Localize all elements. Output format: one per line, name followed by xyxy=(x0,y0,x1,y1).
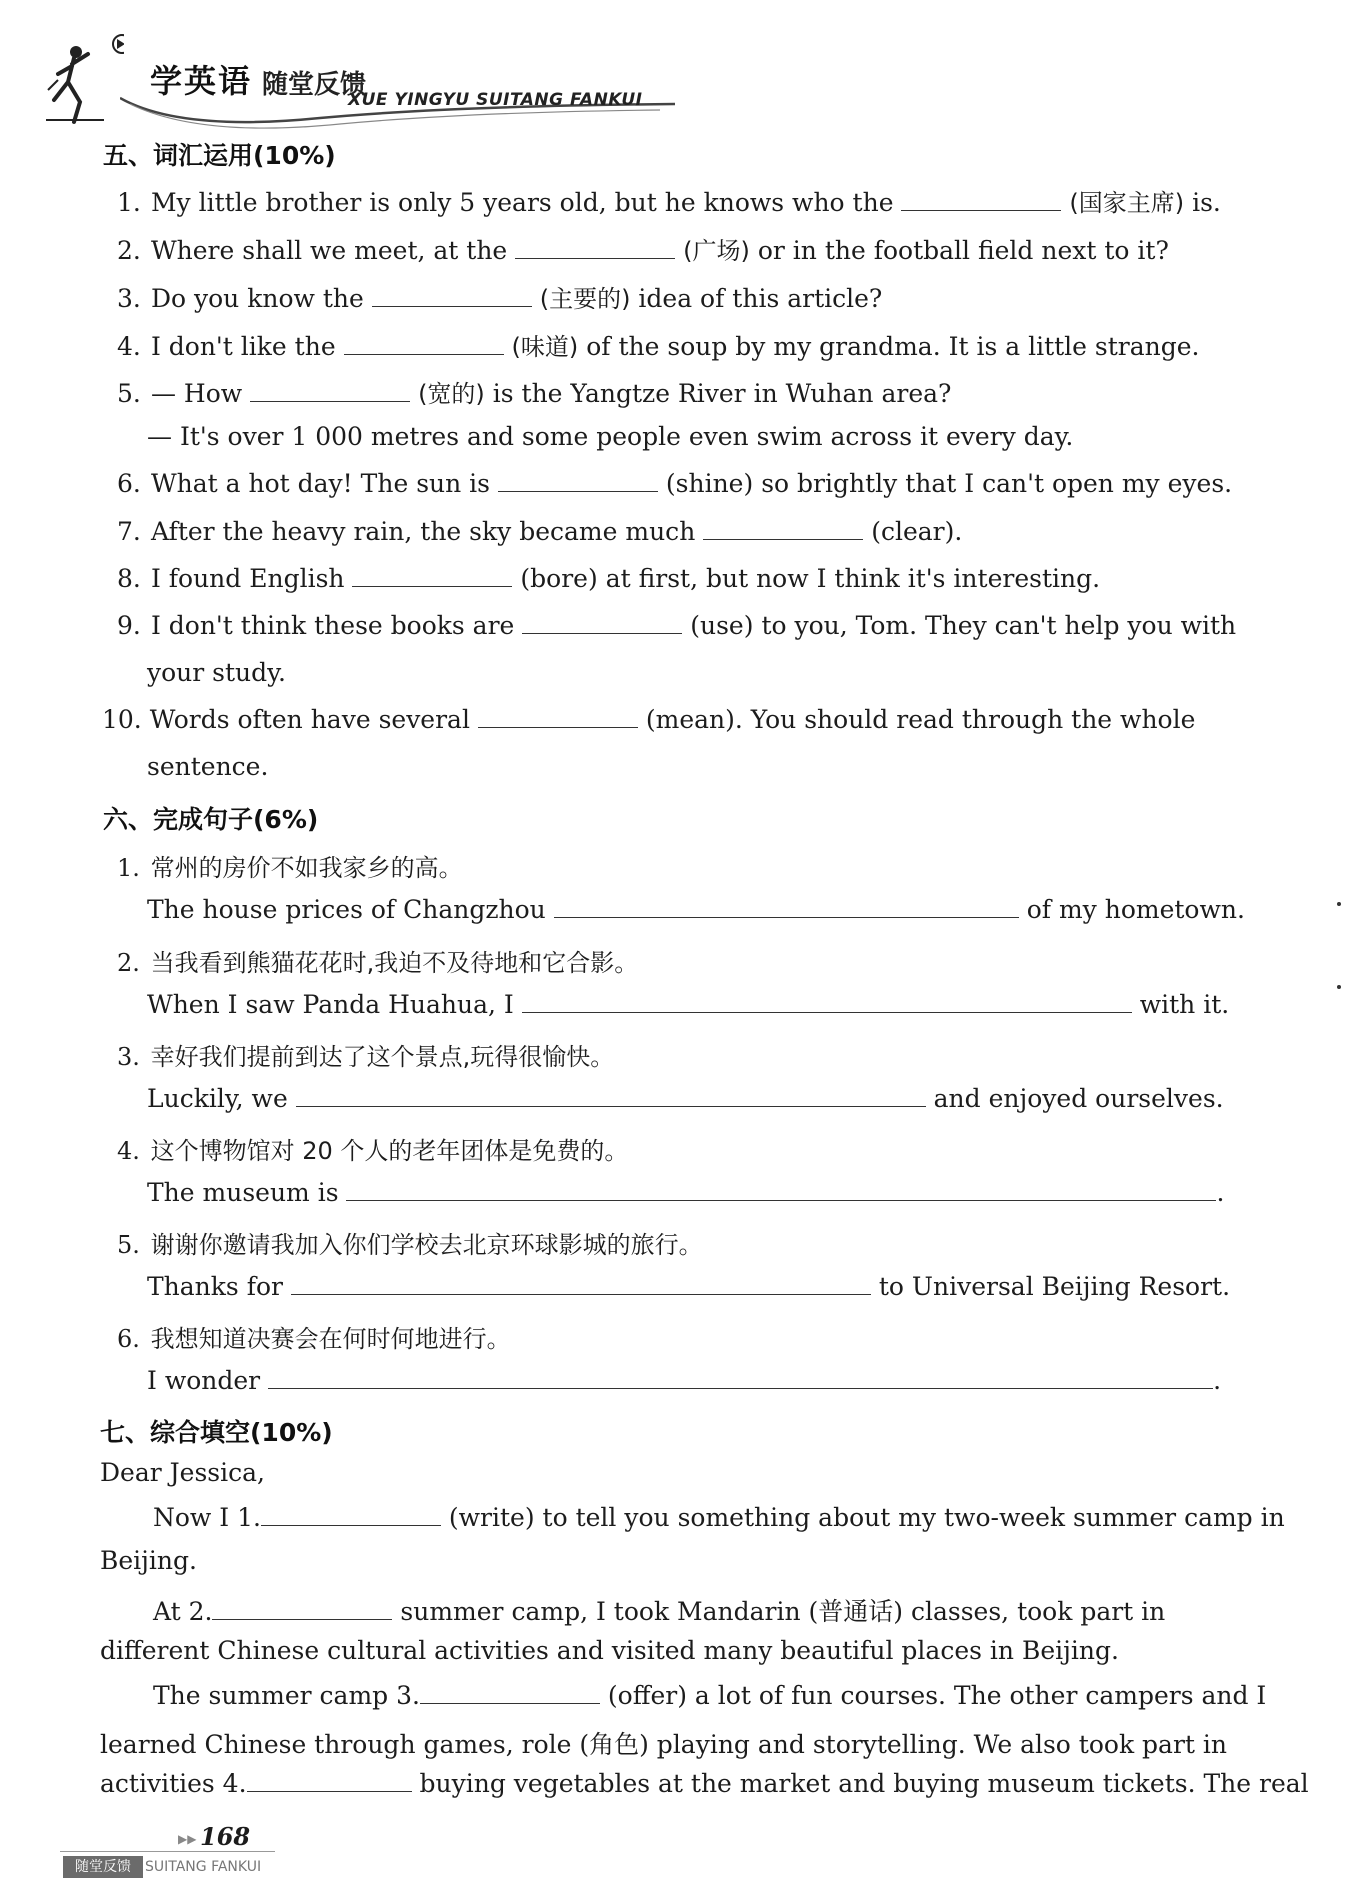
section6-title: 六、完成句子(6%) xyxy=(103,805,319,834)
header-title: 学英语 xyxy=(150,62,253,100)
answer-blank[interactable] xyxy=(478,705,638,728)
header-subtitle: 随堂反馈 xyxy=(262,70,367,100)
answer-blank[interactable] xyxy=(296,1084,926,1107)
s6-item-5-en: Thanks for to Universal Beijing Resort. xyxy=(147,1272,1231,1301)
p2-line1: At 2. summer camp, I took Mandarin (普通话) classes, took part in xyxy=(153,1597,1166,1626)
p2-line2: different Chinese cultural activities and visited many beautiful places in Beijing. xyxy=(100,1636,1119,1665)
answer-blank[interactable] xyxy=(498,469,658,492)
answer-blank[interactable] xyxy=(247,1769,412,1792)
page-number: 168 xyxy=(200,1822,251,1851)
s5-item-6: 6. What a hot day! The sun is (shine) so brightly that I can't open my eyes. xyxy=(117,469,1233,498)
answer-blank[interactable] xyxy=(554,895,1019,918)
s5-item-9: 9. I don't think these books are (use) to you, Tom. They can't help you with xyxy=(117,611,1237,640)
footer-pinyin: SUITANG FANKUI xyxy=(145,1859,262,1875)
answer-blank[interactable] xyxy=(268,1366,1213,1389)
s6-item-1-cn: 1. 常州的房价不如我家乡的高。 xyxy=(117,854,463,882)
s5-item-1: 1. My little brother is only 5 years old, but he knows who the (国家主席) is. xyxy=(117,188,1221,217)
s5-item-2: 2. Where shall we meet, at the (广场) or in the football field next to it? xyxy=(117,236,1169,265)
s5-item-8: 8. I found English (bore) at first, but now I think it's interesting. xyxy=(117,564,1101,593)
answer-blank[interactable] xyxy=(344,332,504,355)
answer-blank[interactable] xyxy=(212,1597,392,1620)
answer-blank[interactable] xyxy=(372,284,532,307)
header-pinyin: XUE YINGYU SUITANG FANKUI xyxy=(348,90,643,110)
s6-item-2-en: When I saw Panda Huahua, I with it. xyxy=(147,990,1230,1019)
answer-blank[interactable] xyxy=(250,379,410,402)
s6-item-4-en: The museum is . xyxy=(147,1178,1225,1207)
s5-item-3: 3. Do you know the (主要的) idea of this article? xyxy=(117,284,883,313)
letter-greeting: Dear Jessica, xyxy=(100,1458,265,1487)
s6-item-3-cn: 3. 幸好我们提前到达了这个景点,玩得很愉快。 xyxy=(117,1043,615,1071)
s6-item-2-cn: 2. 当我看到熊猫花花时,我迫不及待地和它合影。 xyxy=(117,949,639,977)
s6-item-5-cn: 5. 谢谢你邀请我加入你们学校去北京环球影城的旅行。 xyxy=(117,1231,703,1259)
answer-blank[interactable] xyxy=(261,1503,441,1526)
p1-line1: Now I 1. (write) to tell you something about my two-week summer camp in xyxy=(153,1503,1285,1532)
margin-dot xyxy=(1337,902,1341,906)
answer-blank[interactable] xyxy=(515,236,675,259)
answer-blank[interactable] xyxy=(346,1178,1216,1201)
margin-dot xyxy=(1337,985,1341,989)
answer-blank[interactable] xyxy=(522,990,1132,1013)
s5-item-5-reply: — It's over 1 000 metres and some people even swim across it every day. xyxy=(147,422,1074,451)
s6-item-6-cn: 6. 我想知道决赛会在何时何地进行。 xyxy=(117,1325,511,1353)
s6-item-1-en: The house prices of Changzhou of my hometown. xyxy=(147,895,1245,924)
s5-item-4: 4. I don't like the (味道) of the soup by my grandma. It is a little strange. xyxy=(117,332,1200,361)
answer-blank[interactable] xyxy=(420,1681,600,1704)
answer-blank[interactable] xyxy=(291,1272,871,1295)
s5-item-10-cont: sentence. xyxy=(147,752,269,781)
p1-line2: Beijing. xyxy=(100,1546,197,1575)
p3-line1: The summer camp 3. (offer) a lot of fun courses. The other campers and I xyxy=(153,1681,1267,1710)
p3-line2: learned Chinese through games, role (角色) playing and storytelling. We also took part in xyxy=(100,1730,1227,1759)
p3-line3: activities 4. buying vegetables at the market and buying museum tickets. The real xyxy=(100,1769,1309,1798)
s6-item-4-cn: 4. 这个博物馆对 20 个人的老年团体是免费的。 xyxy=(117,1137,629,1165)
answer-blank[interactable] xyxy=(901,188,1061,211)
runner-logo-icon xyxy=(44,30,124,125)
answer-blank[interactable] xyxy=(522,611,682,634)
footer-divider xyxy=(60,1851,275,1852)
s5-item-5: 5. — How (宽的) is the Yangtze River in Wuhan area? xyxy=(117,379,952,408)
s5-item-9-cont: your study. xyxy=(147,658,286,687)
page-header xyxy=(40,18,660,128)
section5-title: 五、词汇运用(10%) xyxy=(103,141,336,170)
section7-title: 七、综合填空(10%) xyxy=(100,1418,333,1447)
answer-blank[interactable] xyxy=(703,517,863,540)
s5-item-7: 7. After the heavy rain, the sky became much (clear). xyxy=(117,517,963,546)
s6-item-6-en: I wonder . xyxy=(147,1366,1222,1395)
footer-badge: 随堂反馈 xyxy=(63,1856,143,1878)
s6-item-3-en: Luckily, we and enjoyed ourselves. xyxy=(147,1084,1224,1113)
answer-blank[interactable] xyxy=(352,564,512,587)
s5-item-10: 10. Words often have several (mean). You should read through the whole xyxy=(102,705,1196,734)
footer-arrows-icon: ▶▶ xyxy=(178,1832,197,1846)
